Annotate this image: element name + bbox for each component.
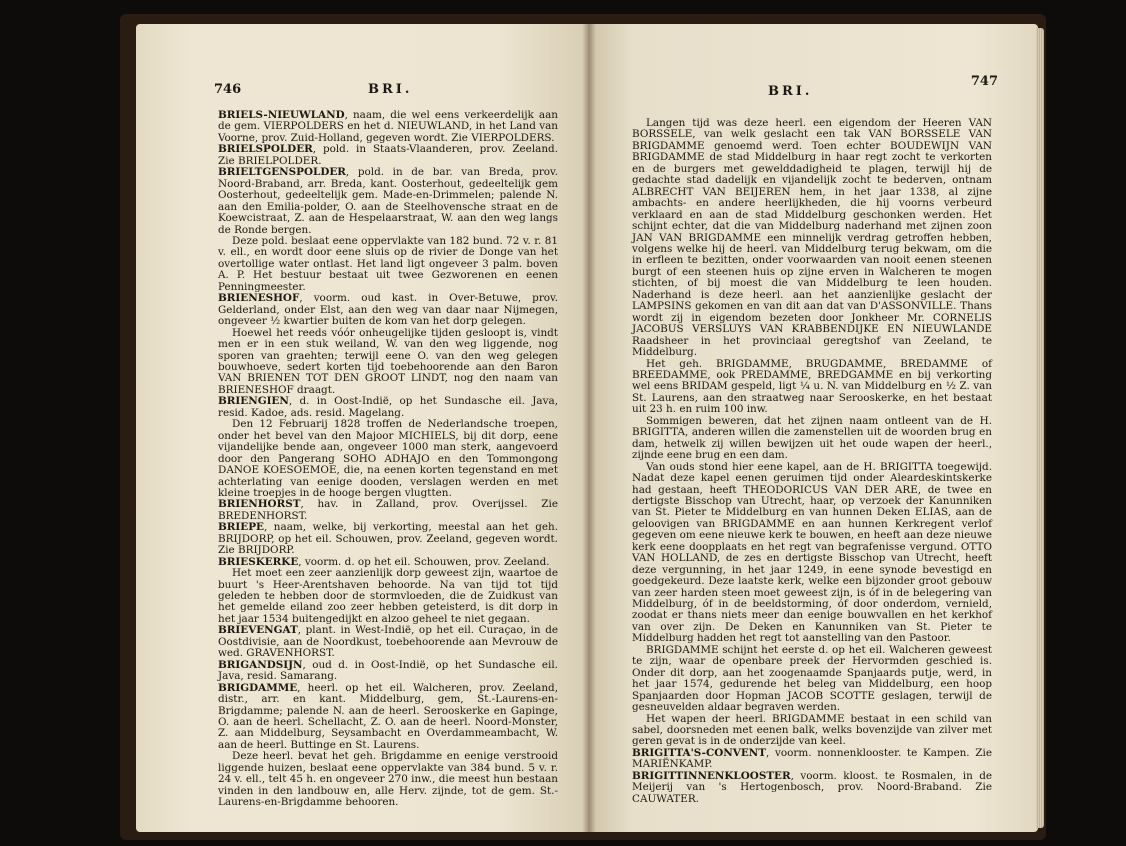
- open-book: [120, 14, 1046, 840]
- book-gutter: [582, 24, 596, 832]
- entry-text: , naam, welke, bij verkorting, meestal aan het geh. BRIJDORP, op het eil. Schouwen, prov. Zeeland, gegeven wordt. Zie BRIJDORP.: [218, 521, 558, 557]
- entry-text: Deze pold. beslaat eene oppervlakte van 182 bund. 72 v. r. 81 v. ell., en wordt door eene sluis op de rivier de Donge van het overtollige water ontlast. Het land ligt ongeveer 3 palm. boven A. P. Het bestuur bestaat uit twee Gezworenen en eenen Penningmeester.: [218, 234, 558, 293]
- headword: BRIGITTA'S-CONVENT: [632, 746, 767, 759]
- headword: BRIENESHOF: [218, 292, 300, 305]
- right-page-number: 747: [970, 74, 998, 89]
- headword: BRIENGIEN: [218, 395, 289, 408]
- entry-briels-nieuwland: [218, 110, 558, 144]
- entry-text: Den 12 Februarij 1828 troffen de Nederlandsche troepen, onder het bevel van den Majoor MICHIELS, bij dit dorp, eene vijandelijke bende aan, ongeveer 1000 man sterk, aangevoerd door den Pangerang SOHO ADHAJO en den Tommongong DANOE KOESOEMOE, die, na eenen korten tegenstand en met achterlating van eenige dooden, verslagen werden en met kleine troepjes in de hooge bergen vlugtten.: [218, 418, 558, 499]
- entry-text: , naam, die wel eens verkeerdelijk aan de gem. VIERPOLDERS en het d. NIEUWLAND, in het Land van Voorne, prov. Zuid-Holland, gegeven wordt. Zie VIERPOLDERS.: [218, 109, 558, 144]
- entry-briepe: [218, 522, 558, 556]
- entry-text: Langen tijd was deze heerl. een eigendom der Heeren VAN BORSSELE, van welk geslacht een tak VAN BORSSELE VAN BRIGDAMME genoemd werd. Toen echter BOUDEWIJN VAN BRIGDAMME de stad Middelburg in haar regt zocht te verkorten en de burgers met gewelddadigheid te plagen, terwijl hij de gedachte stad dadelijk en vijandelijk zocht te bederven, ontnam ALBRECHT VAN BEIJEREN hem, in het jaar 1338, al zijne ambachts- en andere heerlijkheden, die hij voorns verbeurd verklaard en aan de stad Middelburg geschonken werden. Het schijnt echter, dat die van Middelburg naderhand met zijnen zoon JAN VAN BRIGDAMME een minnelijk verdrag getroffen hebben, volgens welke hij de heerl. van Middelburg terug bekwam, om die in erfleen te bezitten, onder voorwaarden van nooit eenen steenen burgt of een steenen huis op zijne erven in Walcheren te mogen stichten, of bij moest die van Middelburg te leen houden. Naderhand is deze heerl. aan het aanzienlijke geslacht der LAMPSINS gekomen en van dit aan dat van D'ASSONVILLE. Thans wordt zij in eigendom bezeten door Jonkheer Mr. CORNELIS JACOBUS VERSLUYS VAN KRABBENDIJKE EN NIEUWLANDE Raadsheer in het provinciaal geregtshof van Zeeland, te Middelburg.: [632, 117, 992, 359]
- headword: BRIELTGENSPOLDER: [218, 166, 346, 179]
- entry-text: , pold. in Staats-Vlaanderen, prov. Zeeland. Zie BRIELPOLDER.: [218, 143, 558, 167]
- entry-brievengat: [218, 625, 558, 659]
- entry-paragraph: [218, 568, 558, 625]
- headword: BRIGITTINNENKLOOSTER: [632, 769, 791, 782]
- right-page-text: [632, 118, 992, 805]
- entry-paragraph: [632, 118, 992, 359]
- entry-brigittas-convent: [632, 748, 992, 771]
- entry-text: Hoewel het reeds vóór onheugelijke tijden gesloopt is, vindt men er in een stuk weiland, W. van den weg liggende, nog sporen van graehten; terwijl eene O. van den weg gelegen bouwhoeve, sedert korten tijd toebehoorende aan den Baron VAN BRIENEN TOT DEN GROOT LINDT, nog den naam van BRIENESHOF draagt.: [218, 326, 558, 396]
- entry-paragraph: [632, 416, 992, 462]
- headword: BRIGANDSIJN: [218, 658, 303, 671]
- headword: BRIENHORST: [218, 498, 301, 511]
- entry-text: Het moet een zeer aanzienlijk dorp geweest zijn, waartoe de buurt 's Heer-Arentshaven behoorde. Na van tijd tot tijd geleden te hebben door de stormvloeden, die de Zuidkust van het gemelde eiland zoo zeer hebben geteisterd, is dit dorp in het jaar 1534 buitengedijkt en alzoo geheel te niet gegaan.: [218, 567, 558, 625]
- headword: BRIESKERKE: [218, 555, 299, 568]
- entry-briengien: [218, 396, 558, 419]
- entry-paragraph: [632, 462, 992, 645]
- headword: BRIGDAMME: [218, 681, 298, 694]
- entry-text: , voorm. nonnenklooster. te Kampen. Zie MARIËNKAMP.: [632, 746, 992, 771]
- entry-brigandsijn: [218, 660, 558, 683]
- entry-paragraph: [218, 751, 558, 808]
- headword: BRIEPE: [218, 521, 264, 534]
- entry-paragraph: [632, 359, 992, 416]
- entry-paragraph: [632, 645, 992, 714]
- entry-brieneshof: [218, 293, 558, 327]
- entry-text: , d. in Oost-Indië, op het Sundasche eil. Java, resid. Kadoe, ads. resid. Magelang.: [218, 395, 558, 419]
- entry-text: , pold. in de bar. van Breda, prov. Noord-Braband, arr. Breda, kant. Oosterhout, gedeeltelijk gem Oosterhout, gedeeltelijk gem. Made-en-Drimmelen; palende N. aan den Emilia-polder, O. aan de Steelhovensche straat en de Koewcistraat, Z. aan de Hespelaarstraat, W. aan den weg langs de Ronde bergen.: [218, 166, 558, 236]
- right-page: [588, 24, 1038, 832]
- entry-text: , hav. in Zalland, prov. Overijssel. Zie BREDENHORST.: [218, 498, 558, 522]
- left-page-number: 746: [214, 82, 242, 97]
- right-running-head: BRI.: [768, 84, 813, 99]
- entry-text: Het geh. BRIGDAMME, BRUGDAMME, BREDAMME of BREEDAMME, ook PREDAMME, BREDGAMME en bij verkorting wel eens BRIDAM gespeld, ligt ¼ u. N. van Middelburg en ½ Z. van St. Laurens, aan den straatweg naar Serooskerke, en het bestaat uit 23 h. en ruim 100 inw.: [632, 357, 992, 416]
- entry-text: , voorm. kloost. te Rosmalen, in de Meijerij van 's Hertogenbosch, prov. Noord-Braband. Zie CAUWATER.: [632, 769, 992, 805]
- right-page-header: [588, 74, 1038, 100]
- left-running-head: BRI.: [368, 82, 413, 97]
- entry-text: Het wapen der heerl. BRIGDAMME bestaat in een schild van sabel, doorsneden met eenen balk, welks bovenzijde van zilver met geren gevat is in de onderzijde van keel.: [632, 712, 992, 748]
- entry-text: BRIGDAMME schijnt het eerste d. op het eil. Walcheren geweest te zijn, waar de openbare preek der Hervormden geschied is. Onder dit dorp, aan het zoogenaamde Spanjaards putje, werd, in het jaar 1574, gedurende het beleg van Middelburg, een hoop Spanjaarden door Hopman JACOB SCOTTE geslagen, terwijl de gesneuvelden aldaar begraven werden.: [632, 643, 992, 714]
- headword: BRIELSPOLDER: [218, 143, 313, 156]
- entry-brigdamme: [218, 683, 558, 752]
- left-page-text: [218, 110, 558, 809]
- entry-text: Van ouds stond hier eene kapel, aan de H. BRIGITTA toegewijd. Nadat deze kapel eenen geruimen tijd onder Aleardeskintskerke had gestaan, heeft THEODORICUS VAN DER ARE, de twee en dertigste Bisschop van Utrecht, haar, op verzoek der Kanunniken van St. Pieter te Middelburg en van hunnen Deken ELIAS, aan de geloovigen van BRIGDAMME en aan hunnen Kerkregent verlof gegeven om eene nieuwe kerk te bouwen, en heeft aan deze nieuwe kerk eene doopplaats en het regt van begrafenisse vergund. OTTO VAN HOLLAND, de zes en dertigste Bisschop van Utrecht, heeft deze vergunning, in het jaar 1249, in eene synode bevestigd en goedgekeurd. Deze laatste kerk, welke een bijzonder groot gebouw van zeer harden steen moet geweest zijn, is óf in de belegering van Middelburg, óf in de beeldstorming, óf door onderdom, vernield, zoodat er thans niets meer dan eenige bouwvallen en het kerkhof van over zijn. De Deken en Kanunniken van St. Pieter te Middelburg hadden het regt tot aanstelling van den Pastoor.: [632, 460, 992, 645]
- entry-brielspolder: [218, 144, 558, 167]
- entry-paragraph: [632, 714, 992, 748]
- entry-paragraph: [218, 328, 558, 397]
- entry-text: , plant. in West-Indië, op het eil. Curaçao, in de Oostdivisie, aan de Noordkust, toebehoorende aan Mevrouw de wed. GRAVENHORST.: [218, 624, 558, 660]
- entry-text: Deze heerl. bevat het geh. Brigdamme en eenige verstrooid liggende huizen, beslaat eene oppervlakte van 384 bund. 5 v. r. 24 v. ell., telt 45 h. en ongeveer 270 inw., die meest hun bestaan vinden in den landbouw en, alle Herv. zijnde, tot de gem. St.-Laurens-en-Brigdamme behooren.: [218, 750, 558, 809]
- entry-text: , voorm. oud kast. in Over-Betuwe, prov. Gelderland, onder Elst, aan den weg van daar naar Nijmegen, ongeveer ½ kwartier buiten de kom van het dorp gelegen.: [218, 292, 558, 328]
- entry-paragraph: [218, 419, 558, 499]
- entry-brigittinnenklooster: [632, 771, 992, 805]
- entry-text: , heerl. op het eil. Walcheren, prov. Zeeland, distr., arr. en kant. Middelburg, gem, St.-Laurens-en-Brigdamme; palende N. aan de heerl. Serooskerke en Gapinge, O. aan de heerl. Schellacht, Z. O. aan de heerl. Noord-Monster, Z. aan Middelburg, Seysambacht en Overdammeambacht, W. aan de heerl. Buttinge en St. Laurens.: [218, 681, 558, 751]
- entry-brieltgenspolder: [218, 167, 558, 236]
- entry-text: , oud d. in Oost-Indië, op het Sundasche eil. Java, resid. Samarang.: [218, 658, 558, 683]
- entry-paragraph: [218, 236, 558, 293]
- entry-brienhorst: [218, 499, 558, 522]
- left-page-header: [136, 82, 588, 100]
- left-page: [136, 24, 588, 832]
- page-edges: [1036, 28, 1044, 828]
- headword: BRIEVENGAT: [218, 624, 298, 637]
- entry-text: Sommigen beweren, dat het zijnen naam ontleent van de H. BRIGITTA, anderen willen die zamenstellen uit de woorden brug en dam, hetwelk zij willen bewijzen uit het oude wapen der heerl., zijnde eene brug en een dam.: [632, 414, 992, 462]
- entry-text: , voorm. d. op het eil. Schouwen, prov. Zeeland.: [298, 555, 550, 568]
- headword: BRIELS-NIEUWLAND: [218, 109, 345, 121]
